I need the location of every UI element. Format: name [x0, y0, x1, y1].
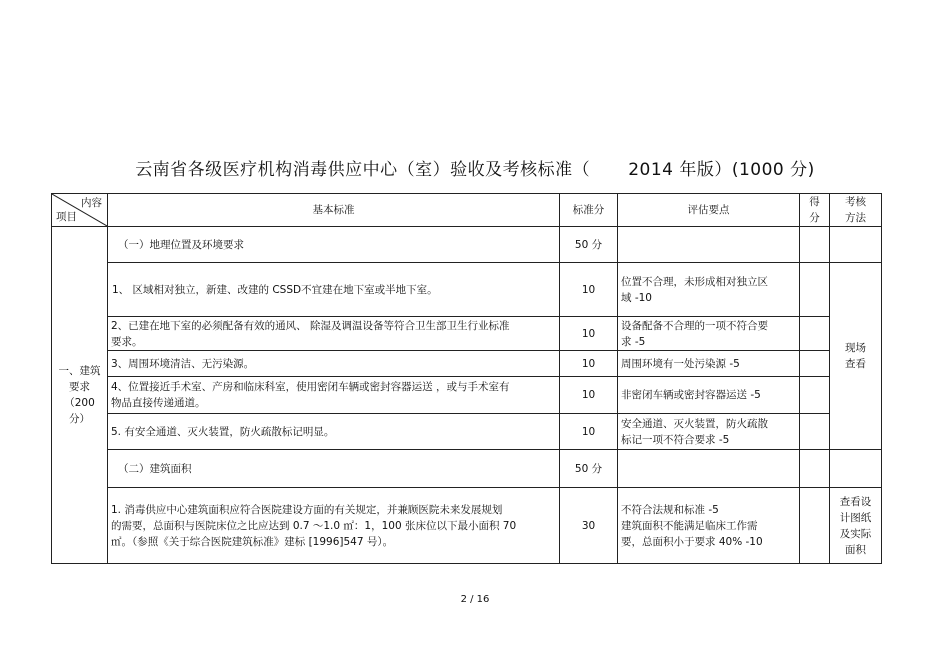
header-content-label: 内容	[81, 197, 102, 209]
table-row	[52, 317, 882, 351]
standard-score: 30	[560, 488, 618, 564]
table-row	[52, 263, 882, 317]
table-row	[52, 414, 882, 450]
header-standard-score: 标准分	[560, 194, 618, 227]
table-row	[52, 450, 882, 488]
page-number: 2 / 16	[460, 594, 490, 605]
score-cell	[800, 351, 830, 377]
method-cell	[830, 227, 882, 263]
score-cell	[800, 377, 830, 414]
standard-text: 4、位置接近手术室、产房和临床科室，使用密闭车辆或密封容器运送 ，或与手术室有 物品直接传递通道。	[108, 377, 560, 414]
table-row	[52, 351, 882, 377]
standard-score: 10	[560, 317, 618, 351]
standard-score: 10	[560, 263, 618, 317]
assessment-points: 非密闭车辆或密封容器运送 -5	[618, 377, 800, 414]
assessment-points: 不符合法规和标准 -5 建筑面积不能满足临床工作需 要，总面积小于要求 40% -10	[618, 488, 800, 564]
assessment-points: 周围环境有一处污染源 -5	[618, 351, 800, 377]
section-heading: （一）地理位置及环境要求	[108, 227, 560, 263]
page-title	[0, 155, 950, 180]
score-cell	[800, 263, 830, 317]
score-cell	[800, 488, 830, 564]
category-building-requirements: 一、建筑 要求 （200 分）	[52, 227, 108, 564]
assessment-points: 设备配备不合理的一项不符合要 求 -5	[618, 317, 800, 351]
table-header-row	[52, 194, 882, 227]
header-method: 考核 方法	[830, 194, 882, 227]
assessment-points	[618, 227, 800, 263]
standard-text: 1、 区域相对独立，新建、改建的 CSSD不宜建在地下室或半地下室。	[108, 263, 560, 317]
assessment-points: 位置不合理，未形成相对独立区 域 -10	[618, 263, 800, 317]
score-cell	[800, 317, 830, 351]
method-site-inspection: 现场 查看	[830, 263, 882, 450]
score-cell	[800, 227, 830, 263]
table-row	[52, 227, 882, 263]
standard-score: 50 分	[560, 450, 618, 488]
standard-score: 10	[560, 377, 618, 414]
title-main: 云南省各级医疗机构消毒供应中心（室）验收及考核标准（	[135, 160, 591, 180]
title-year: 2014 年版）(1000 分)	[628, 160, 815, 180]
header-assessment-points: 评估要点	[618, 194, 800, 227]
section-heading: （二）建筑面积	[108, 450, 560, 488]
standards-table	[51, 193, 882, 564]
standard-score: 10	[560, 414, 618, 450]
assessment-points: 安全通道、灭火装置，防火疏散 标记一项不符合要求 -5	[618, 414, 800, 450]
table-row	[52, 488, 882, 564]
standard-text: 5. 有安全通道、灭火装置，防火疏散标记明显。	[108, 414, 560, 450]
header-item-label: 项目	[56, 211, 77, 223]
header-basic-standard: 基本标准	[108, 194, 560, 227]
method-check-drawings: 查看设 计图纸 及实际 面积	[830, 488, 882, 564]
standard-text: 2、已建在地下室的必须配备有效的通风、 除湿及调温设备等符合卫生部卫生行业标准 要求。	[108, 317, 560, 351]
header-diagonal-cell	[52, 194, 108, 227]
assessment-points	[618, 450, 800, 488]
standard-score: 50 分	[560, 227, 618, 263]
score-cell	[800, 450, 830, 488]
standard-text: 1. 消毒供应中心建筑面积应符合医院建设方面的有关规定，并兼顾医院未来发展规划 的需要，总面积与医院床位之比应达到 0.7 ～1.0 ㎡：1，100 张床位以下最小面积 70 ㎡。（参照《关于综合医院建筑标准》建标 [1996]547 号）。	[108, 488, 560, 564]
standard-score: 10	[560, 351, 618, 377]
header-score: 得 分	[800, 194, 830, 227]
standard-text: 3、周围环境清洁、无污染源。	[108, 351, 560, 377]
table-row	[52, 377, 882, 414]
method-cell	[830, 450, 882, 488]
score-cell	[800, 414, 830, 450]
